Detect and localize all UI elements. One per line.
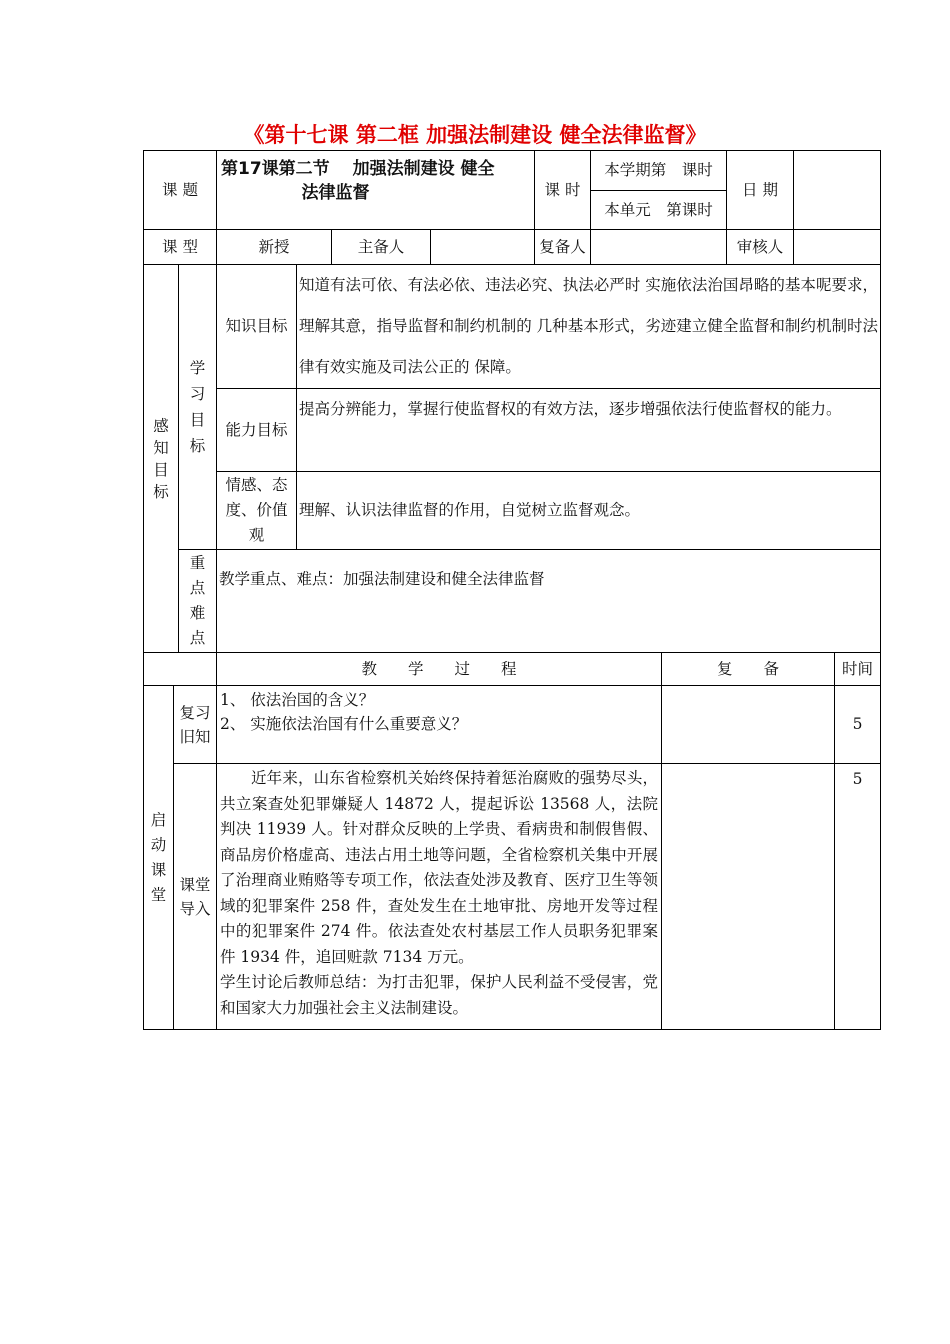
- review-prep-header: 复 备: [661, 652, 835, 686]
- emotion-label: 情感、态度、价值观: [216, 471, 297, 550]
- review-label: 复习旧知: [173, 685, 217, 764]
- topic-line-2: 法律监督: [301, 183, 370, 203]
- objectives-section-label: 感知目标: [143, 264, 179, 653]
- intro-summary: 学生讨论后教师总结：为打击犯罪，保护人民利益不受侵害，党和国家大力加强社会主义法制建设。: [220, 973, 658, 1017]
- intro-paragraph: 近年来，山东省检察机关始终保持着惩治腐败的强势尽头，共立案查处犯罪嫌疑人 14872 人，提起诉讼 13568 人，法院判决 11939 人。针对群众反映的上学贵、看病贵和制假售假、商品房价格虚高、违法占用土地等问题，全省检察机关集中开展了治理商业贿赂等专项工作，依法查处涉及教育、医疗卫生等领域的犯罪案件 258 件，查处发生在土地审批、房地开发等过程中的犯罪案件 274 件。依法查处农村基层工作人员职务犯罪案件 1934 件，追回赃款 7134 万元。: [220, 769, 658, 966]
- hours-label: 课 时: [534, 150, 591, 230]
- review-prep-cell: [661, 685, 835, 764]
- topic-value: [216, 150, 535, 230]
- topic-label: 课 题: [143, 150, 217, 230]
- time-header: 时间: [834, 652, 881, 686]
- date-label: 日 期: [726, 150, 794, 230]
- stage-label: 启动课堂: [143, 685, 174, 1030]
- type-value: 新授: [216, 229, 332, 265]
- learning-objectives-label: 学习目标: [178, 264, 217, 550]
- reviewer-value: [793, 229, 881, 265]
- reviewer-label: 审核人: [726, 229, 794, 265]
- key-points-text: 教学重点、难点：加强法制建设和健全法律监督: [216, 549, 881, 653]
- co-preparer-label: 复备人: [534, 229, 591, 265]
- intro-prep-cell: [661, 763, 835, 1030]
- document-title: 《第十七课 第二框 加强法制建设 健全法律监督》: [243, 123, 707, 147]
- intro-label: 课堂导入: [173, 763, 217, 1030]
- key-points-label: 重点难点: [178, 549, 217, 653]
- review-item: 2、 实施依法治国有什么重要意义？: [220, 715, 468, 733]
- type-label: 课 型: [143, 229, 217, 265]
- review-content: [216, 685, 662, 764]
- date-value: [793, 150, 881, 230]
- knowledge-label: 知识目标: [216, 264, 297, 389]
- process-header: 教 学 过 程: [216, 652, 662, 686]
- emotion-text: 理解、认识法律监督的作用，自觉树立监督观念。: [296, 471, 881, 550]
- hours-term: 本学期第 课时: [590, 150, 727, 191]
- topic-line-1: 第17课第二节 加强法制建设 健全: [221, 159, 495, 179]
- process-header-blank: [143, 652, 217, 686]
- co-preparer-value: [590, 229, 727, 265]
- preparer-label: 主备人: [331, 229, 431, 265]
- knowledge-text: 知道有法可依、有法必依、违法必究、执法必严时 实施依法治国昂略的基本呢要求，理解其意，指导监督和制约机制的 几种基本形式，劣迹建立健全监督和制约机制时法律有效实施及司法公正的 保障。: [296, 264, 881, 389]
- intro-time: 5: [834, 763, 881, 1030]
- intro-content: [216, 763, 662, 1030]
- review-item: 1、 依法治国的含义？: [220, 691, 375, 709]
- review-time: 5: [834, 685, 881, 764]
- ability-text: 提高分辨能力，掌握行使监督权的有效方法，逐步增强依法行使监督权的能力。: [296, 388, 881, 472]
- hours-unit: 本单元 第课时: [590, 190, 727, 230]
- ability-label: 能力目标: [216, 388, 297, 472]
- preparer-value: [430, 229, 535, 265]
